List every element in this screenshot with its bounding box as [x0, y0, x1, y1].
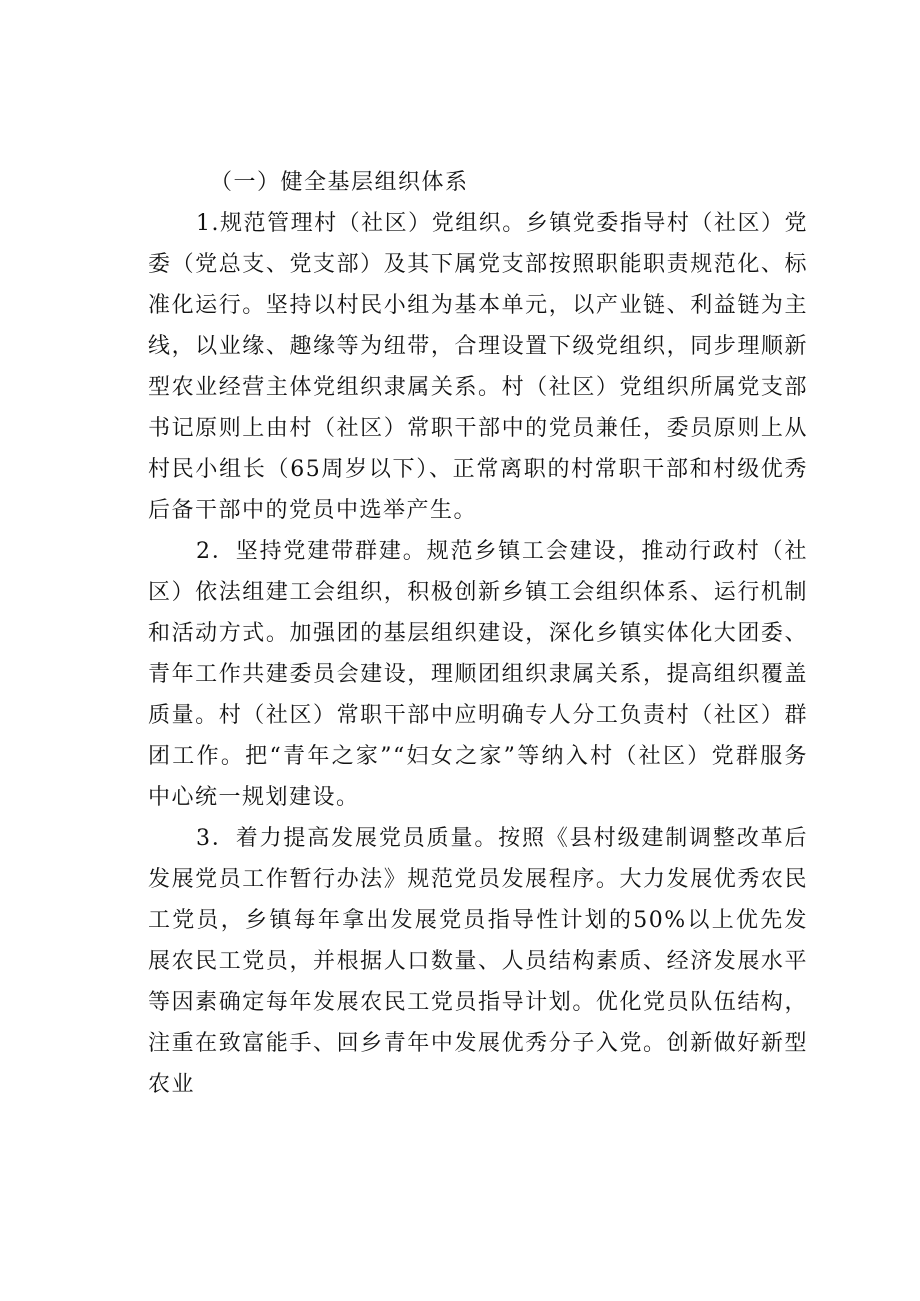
- paragraph-2: 2．坚持党建带群建。规范乡镇工会建设，推动行政村（社区）依法组建工会组织，积极创新乡镇工会组织体系、运行机制和活动方式。加强团的基层组织建设，深化乡镇实体化大团委、青年工作共建委员会建设，理顺团组织隶属关系，提高组织覆盖质量。村（社区）常职干部中应明确专人分工负责村（社区）群团工作。把“青年之家”“妇女之家”等纳入村（社区）党群服务中心统一规划建设。: [148, 539, 808, 810]
- paragraph-3: 3．着力提高发展党员质量。按照《县村级建制调整改革后发展党员工作暂行办法》规范党员发展程序。大力发展优秀农民工党员，乡镇每年拿出发展党员指导性计划的50%以上优先发展农民工党员，并根据人口数量、人员结构素质、经济发展水平等因素确定每年发展农民工党员指导计划。优化党员队伍结构，注重在致富能手、回乡青年中发展优秀分子入党。创新做好新型农业: [148, 826, 808, 1097]
- document-body: [148, 162, 808, 1105]
- paragraph-1: 1.规范管理村（社区）党组织。乡镇党委指导村（社区）党委（党总支、党支部）及其下属党支部按照职能职责规范化、标准化运行。坚持以村民小组为基本单元，以产业链、利益链为主线，以业缘、趣缘等为纽带，合理设置下级党组织，同步理顺新型农业经营主体党组织隶属关系。村（社区）党组织所属党支部书记原则上由村（社区）常职干部中的党员兼任，委员原则上从村民小组长（65周岁以下）、正常离职的村常职干部和村级优秀后备干部中的党员中选举产生。: [148, 211, 808, 523]
- section-heading: （一）健全基层组织体系: [210, 170, 469, 195]
